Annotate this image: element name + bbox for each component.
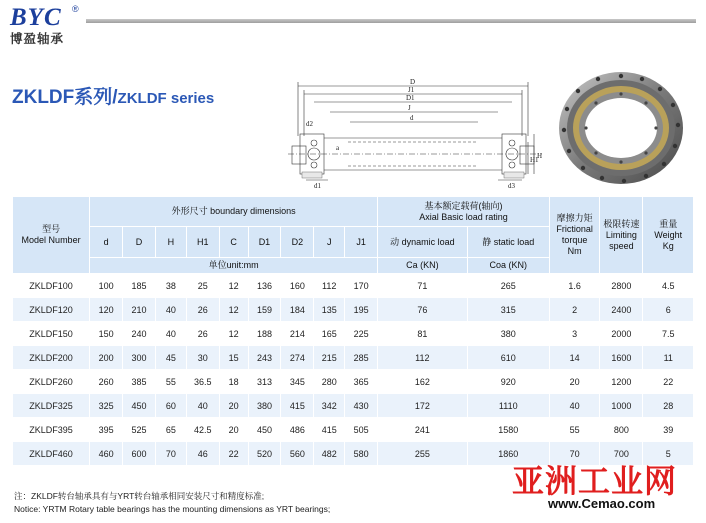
value-cell: 28 [643, 394, 694, 418]
value-cell: 5 [643, 442, 694, 466]
value-cell: 25 [186, 274, 219, 298]
value-cell: 15 [219, 346, 248, 370]
value-cell: 1110 [467, 394, 549, 418]
value-cell: 4.5 [643, 274, 694, 298]
value-cell: 2000 [600, 322, 643, 346]
value-cell: 920 [467, 370, 549, 394]
value-cell: 172 [378, 394, 467, 418]
value-cell: 210 [123, 298, 156, 322]
value-cell: 60 [155, 394, 186, 418]
header-speed: 极限转速 Limiting speed [600, 197, 643, 274]
value-cell: 36.5 [186, 370, 219, 394]
value-cell: 3 [549, 322, 599, 346]
value-cell: 184 [281, 298, 314, 322]
model-cell: ZKLDF460 [13, 442, 90, 466]
value-cell: 460 [90, 442, 123, 466]
value-cell: 14 [549, 346, 599, 370]
table-header-row-1 [13, 197, 694, 227]
value-cell: 700 [600, 442, 643, 466]
logo-text-en: BYC [10, 4, 62, 31]
value-cell: 1200 [600, 370, 643, 394]
value-cell: 243 [248, 346, 281, 370]
header-torque: 摩擦力矩 Frictional torque Nm [549, 197, 599, 274]
model-cell: ZKLDF100 [13, 274, 90, 298]
watermark-url: www.Cemao.com [548, 496, 656, 511]
value-cell: 40 [155, 322, 186, 346]
bearing-section-drawing [284, 76, 546, 194]
value-cell: 520 [248, 442, 281, 466]
value-cell: 112 [314, 274, 345, 298]
bearing-photo [558, 70, 688, 188]
value-cell: 240 [123, 322, 156, 346]
label-d1: d1 [314, 182, 321, 190]
logo-text-cn: 博盈轴承 [10, 32, 65, 46]
value-cell: 136 [248, 274, 281, 298]
value-cell: 215 [314, 346, 345, 370]
value-cell: 313 [248, 370, 281, 394]
value-cell: 610 [467, 346, 549, 370]
footnote-cn: 注：ZKLDF转台轴承具有与YRT转台轴承相同安装尺寸和精度标准; [14, 491, 265, 501]
label-d2: d2 [306, 120, 313, 128]
value-cell: 39 [643, 418, 694, 442]
value-cell: 600 [123, 442, 156, 466]
value-cell: 55 [155, 370, 186, 394]
value-cell: 185 [123, 274, 156, 298]
value-cell: 76 [378, 298, 467, 322]
value-cell: 22 [643, 370, 694, 394]
value-cell: 1.6 [549, 274, 599, 298]
value-cell: 20 [549, 370, 599, 394]
value-cell: 300 [123, 346, 156, 370]
value-cell: 580 [345, 442, 378, 466]
unit-label: 单位unit:mm [90, 258, 378, 274]
value-cell: 395 [90, 418, 123, 442]
value-cell: 285 [345, 346, 378, 370]
label-a: a [336, 144, 340, 152]
value-cell: 415 [314, 418, 345, 442]
value-cell: 70 [155, 442, 186, 466]
value-cell: 450 [123, 394, 156, 418]
table-row [13, 370, 694, 394]
value-cell: 160 [281, 274, 314, 298]
value-cell: 135 [314, 298, 345, 322]
value-cell: 385 [123, 370, 156, 394]
value-cell: 6 [643, 298, 694, 322]
value-cell: 71 [378, 274, 467, 298]
col-C: C [219, 227, 248, 258]
col-H: H [155, 227, 186, 258]
value-cell: 40 [186, 394, 219, 418]
value-cell: 241 [378, 418, 467, 442]
value-cell: 22 [219, 442, 248, 466]
page-title [12, 82, 214, 109]
value-cell: 430 [345, 394, 378, 418]
value-cell: 2800 [600, 274, 643, 298]
model-cell: ZKLDF120 [13, 298, 90, 322]
col-D2: D2 [281, 227, 314, 258]
col-J1: J1 [345, 227, 378, 258]
label-d3: d3 [508, 182, 515, 190]
value-cell: 274 [281, 346, 314, 370]
value-cell: 450 [248, 418, 281, 442]
value-cell: 11 [643, 346, 694, 370]
label-H1: H1 [530, 156, 539, 164]
value-cell: 325 [90, 394, 123, 418]
header-rule [86, 19, 696, 23]
model-cell: ZKLDF325 [13, 394, 90, 418]
label-J1: J1 [408, 86, 415, 94]
watermark [512, 456, 698, 516]
value-cell: 1000 [600, 394, 643, 418]
value-cell: 112 [378, 346, 467, 370]
value-cell: 560 [281, 442, 314, 466]
value-cell: 26 [186, 298, 219, 322]
value-cell: 18 [219, 370, 248, 394]
value-cell: 2400 [600, 298, 643, 322]
value-cell: 170 [345, 274, 378, 298]
value-cell: 42.5 [186, 418, 219, 442]
value-cell: 45 [155, 346, 186, 370]
value-cell: 200 [90, 346, 123, 370]
unit-coa: Coa (KN) [467, 258, 549, 274]
value-cell: 525 [123, 418, 156, 442]
unit-ca: Ca (KN) [378, 258, 467, 274]
label-D: D [410, 78, 416, 86]
value-cell: 482 [314, 442, 345, 466]
value-cell: 162 [378, 370, 467, 394]
table-body [13, 274, 694, 466]
col-D1: D1 [248, 227, 281, 258]
value-cell: 150 [90, 322, 123, 346]
model-cell: ZKLDF395 [13, 418, 90, 442]
table-row [13, 274, 694, 298]
value-cell: 1600 [600, 346, 643, 370]
table-row [13, 298, 694, 322]
header-weight: 重量 Weight Kg [643, 197, 694, 274]
value-cell: 40 [155, 298, 186, 322]
value-cell: 12 [219, 298, 248, 322]
value-cell: 280 [314, 370, 345, 394]
header-dimensions: 外形尺寸 boundary dimensions [90, 197, 378, 227]
value-cell: 26 [186, 322, 219, 346]
header-model: 型号 Model Number [13, 197, 90, 274]
col-static-load: 静 static load [467, 227, 549, 258]
value-cell: 380 [248, 394, 281, 418]
value-cell: 260 [90, 370, 123, 394]
value-cell: 1580 [467, 418, 549, 442]
model-cell: ZKLDF150 [13, 322, 90, 346]
value-cell: 345 [281, 370, 314, 394]
value-cell: 81 [378, 322, 467, 346]
table-row [13, 418, 694, 442]
value-cell: 214 [281, 322, 314, 346]
value-cell: 46 [186, 442, 219, 466]
model-cell: ZKLDF260 [13, 370, 90, 394]
value-cell: 12 [219, 322, 248, 346]
col-dynamic-load: 动 dynamic load [378, 227, 467, 258]
value-cell: 100 [90, 274, 123, 298]
brand-logo [6, 4, 86, 44]
value-cell: 2 [549, 298, 599, 322]
value-cell: 7.5 [643, 322, 694, 346]
value-cell: 486 [281, 418, 314, 442]
footnote-en: Notice: YRTM Rotary table bearings has the mounting dimensions as YRT bearings; [14, 504, 331, 514]
value-cell: 30 [186, 346, 219, 370]
col-H1: H1 [186, 227, 219, 258]
value-cell: 315 [467, 298, 549, 322]
value-cell: 255 [378, 442, 467, 466]
registered-mark: ® [72, 4, 79, 14]
header-load-rating: 基本额定载荷(轴向) Axial Basic load rating [378, 197, 550, 227]
watermark-cn: 亚洲工业网 [512, 463, 678, 499]
value-cell: 380 [467, 322, 549, 346]
value-cell: 120 [90, 298, 123, 322]
value-cell: 265 [467, 274, 549, 298]
table-row [13, 322, 694, 346]
label-H: H [537, 152, 543, 160]
value-cell: 165 [314, 322, 345, 346]
value-cell: 55 [549, 418, 599, 442]
value-cell: 159 [248, 298, 281, 322]
footnote [14, 490, 330, 516]
label-D1: D1 [406, 94, 415, 102]
col-D: D [123, 227, 156, 258]
col-J: J [314, 227, 345, 258]
value-cell: 20 [219, 394, 248, 418]
label-d: d [410, 114, 414, 122]
title-cn: ZKLDF系列/ [12, 87, 118, 108]
value-cell: 65 [155, 418, 186, 442]
value-cell: 195 [345, 298, 378, 322]
value-cell: 70 [549, 442, 599, 466]
value-cell: 225 [345, 322, 378, 346]
value-cell: 12 [219, 274, 248, 298]
value-cell: 1860 [467, 442, 549, 466]
table-row [13, 394, 694, 418]
value-cell: 505 [345, 418, 378, 442]
value-cell: 20 [219, 418, 248, 442]
col-d: d [90, 227, 123, 258]
value-cell: 38 [155, 274, 186, 298]
value-cell: 365 [345, 370, 378, 394]
table-row [13, 346, 694, 370]
value-cell: 40 [549, 394, 599, 418]
value-cell: 342 [314, 394, 345, 418]
title-en: ZKLDF series [117, 90, 215, 107]
value-cell: 800 [600, 418, 643, 442]
label-J: J [408, 104, 411, 112]
model-cell: ZKLDF200 [13, 346, 90, 370]
spec-table [12, 196, 694, 466]
value-cell: 188 [248, 322, 281, 346]
value-cell: 415 [281, 394, 314, 418]
